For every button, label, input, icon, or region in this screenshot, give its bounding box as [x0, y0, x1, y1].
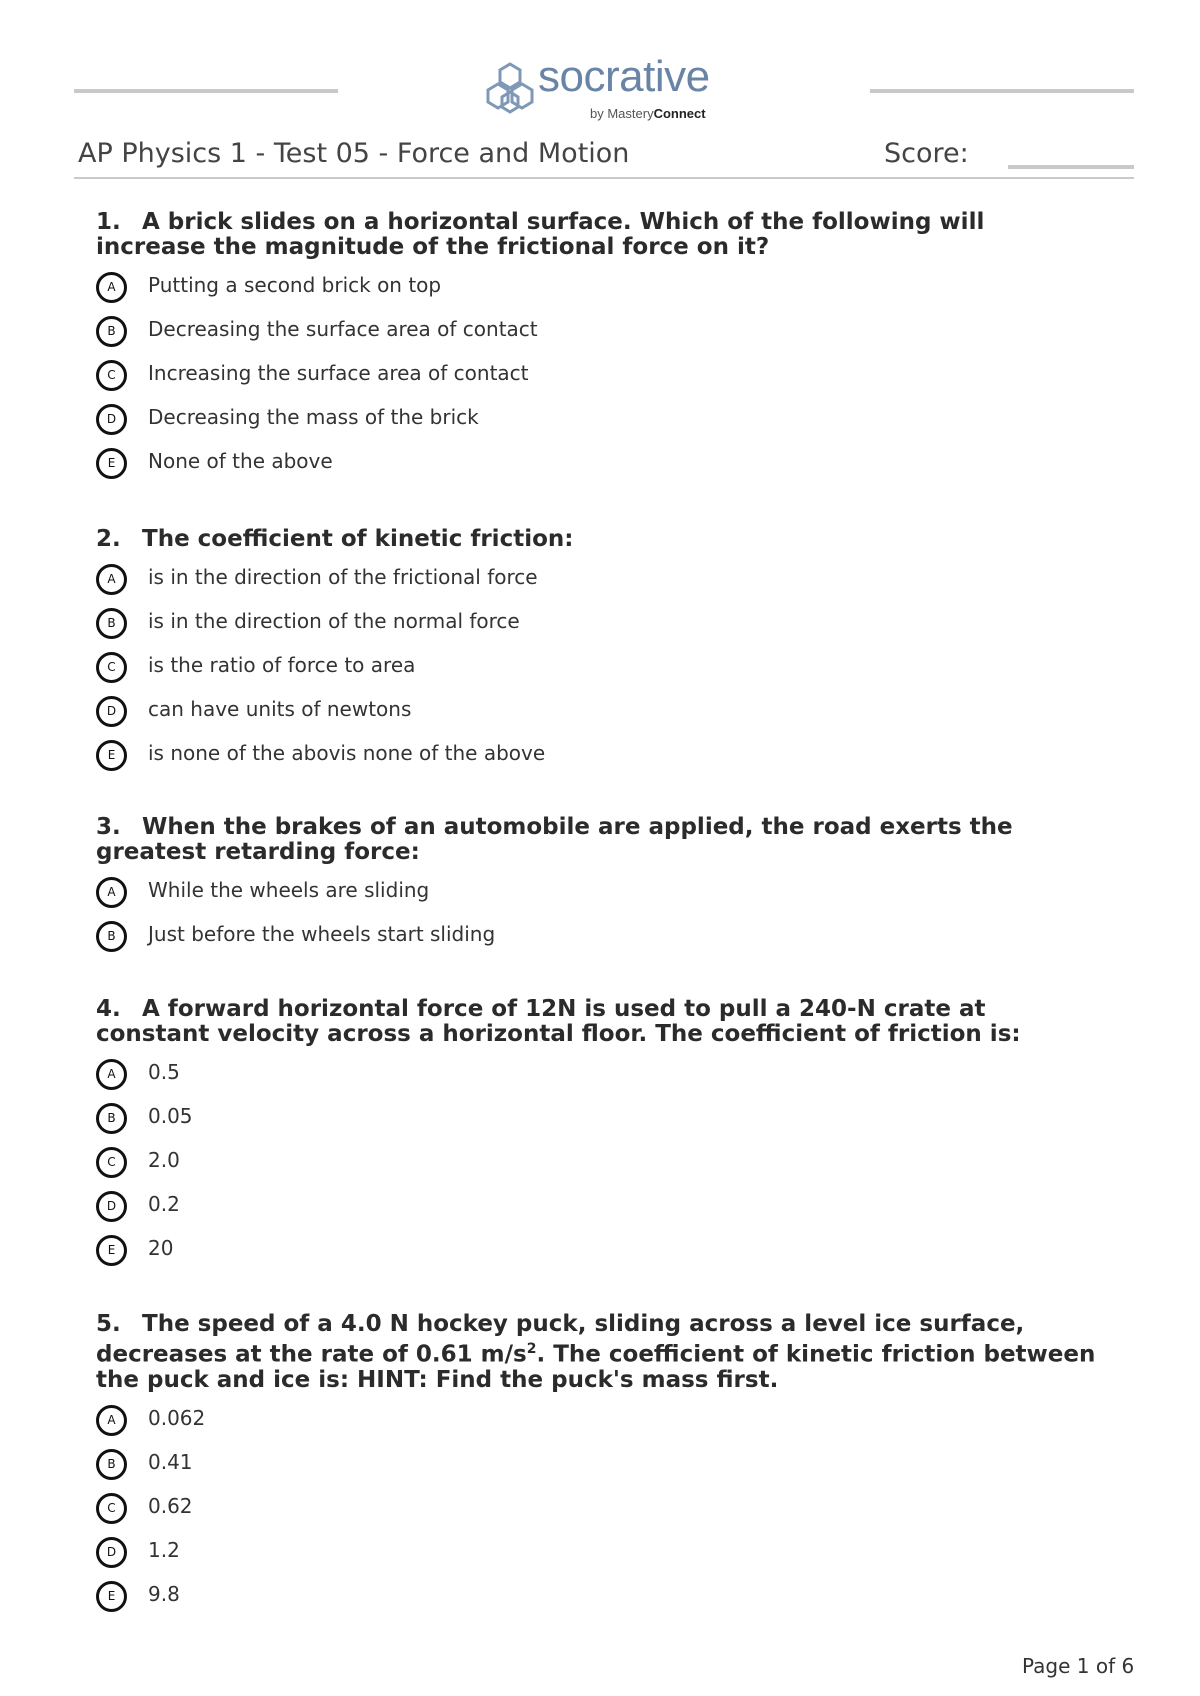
test-title: AP Physics 1 - Test 05 - Force and Motion: [78, 138, 630, 169]
option-e[interactable]: [96, 1578, 1096, 1622]
answer-bubble[interactable]: B: [96, 316, 127, 347]
header-divider: [74, 177, 1134, 179]
option-text: is in the direction of the normal force: [148, 609, 520, 633]
option-e[interactable]: [96, 1232, 1096, 1276]
option-text: 0.5: [148, 1060, 180, 1084]
score-label: Score:: [884, 138, 969, 169]
option-text: can have units of newtons: [148, 697, 412, 721]
socrative-logo: [482, 52, 732, 128]
option-d[interactable]: [96, 1534, 1096, 1578]
question-5: [96, 1312, 1096, 1622]
option-text: None of the above: [148, 449, 333, 473]
answer-bubble[interactable]: A: [96, 1405, 127, 1436]
answer-bubble[interactable]: D: [96, 1537, 127, 1568]
option-text: is none of the abovis none of the above: [148, 741, 546, 765]
answer-bubble[interactable]: A: [96, 564, 127, 595]
question-text: 1. A brick slides on a horizontal surface. Which of the following will increase the magnitude of the frictional force on it?: [96, 209, 985, 260]
option-a[interactable]: [96, 874, 1096, 918]
question-3: [96, 815, 1096, 962]
option-a[interactable]: [96, 561, 1096, 605]
answer-bubble[interactable]: B: [96, 1449, 127, 1480]
question-text: 5. The speed of a 4.0 N hockey puck, sliding across a level ice surface, decreases at the rate of 0.61 $m/s^2$. The coefficient of kinetic friction between the puck and ice is: HINT: Find the puck's mass first.: [96, 1311, 1096, 1393]
option-b[interactable]: [96, 313, 1096, 357]
option-c[interactable]: [96, 1490, 1096, 1534]
option-text: 20: [148, 1236, 174, 1260]
question-text: 4. A forward horizontal force of 12N is used to pull a 240-N crate at constant velocity across a horizontal floor. The coefficient of friction is:: [96, 996, 1021, 1047]
option-b[interactable]: [96, 1100, 1096, 1144]
answer-bubble[interactable]: A: [96, 272, 127, 303]
option-text: 9.8: [148, 1581, 180, 1606]
option-text: Increasing the surface area of contact: [148, 361, 529, 385]
option-a[interactable]: [96, 1402, 1096, 1446]
option-text: 1.2: [148, 1537, 180, 1562]
option-text: Putting a second brick on top: [148, 273, 442, 297]
option-b[interactable]: [96, 1446, 1096, 1490]
option-text: 0.05: [148, 1104, 193, 1128]
hexagon-logo-icon: [482, 60, 538, 118]
option-text: Decreasing the surface area of contact: [148, 317, 538, 341]
option-text: 0.41: [148, 1449, 193, 1474]
option-text: 0.2: [148, 1192, 180, 1216]
option-a[interactable]: [96, 1056, 1096, 1100]
option-d[interactable]: [96, 401, 1096, 445]
answer-bubble[interactable]: C: [96, 1493, 127, 1524]
option-text: is the ratio of force to area: [148, 653, 416, 677]
answer-bubble[interactable]: D: [96, 1191, 127, 1222]
answer-bubble[interactable]: C: [96, 360, 127, 391]
option-c[interactable]: [96, 1144, 1096, 1188]
option-text: is in the direction of the frictional force: [148, 565, 538, 589]
answer-bubble[interactable]: D: [96, 404, 127, 435]
score-blank-line: [1008, 165, 1134, 169]
answer-bubble[interactable]: E: [96, 1235, 127, 1266]
option-text: Just before the wheels start sliding: [148, 922, 496, 946]
option-text: 0.062: [148, 1405, 206, 1430]
logo-byline: by MasteryConnect: [590, 106, 706, 121]
question-2: [96, 527, 1096, 781]
option-e[interactable]: [96, 445, 1096, 489]
question-text: 2. The coefficient of kinetic friction:: [96, 526, 574, 552]
question-4: [96, 997, 1096, 1276]
option-d[interactable]: [96, 1188, 1096, 1232]
option-c[interactable]: [96, 357, 1096, 401]
answer-bubble[interactable]: C: [96, 1147, 127, 1178]
option-a[interactable]: [96, 269, 1096, 313]
option-text: 0.62: [148, 1493, 193, 1518]
option-d[interactable]: [96, 693, 1096, 737]
answer-bubble[interactable]: E: [96, 448, 127, 479]
answer-bubble[interactable]: B: [96, 1103, 127, 1134]
option-text: While the wheels are sliding: [148, 878, 430, 902]
question-text: 3. When the brakes of an automobile are applied, the road exerts the greatest retarding force:: [96, 814, 1013, 865]
answer-bubble[interactable]: A: [96, 877, 127, 908]
option-text: 2.0: [148, 1148, 180, 1172]
option-b[interactable]: [96, 918, 1096, 962]
answer-bubble[interactable]: E: [96, 1581, 127, 1612]
logo-wordmark: socrative: [538, 52, 710, 101]
answer-bubble[interactable]: B: [96, 921, 127, 952]
answer-bubble[interactable]: E: [96, 740, 127, 771]
answer-bubble[interactable]: A: [96, 1059, 127, 1090]
answer-bubble[interactable]: B: [96, 608, 127, 639]
header-rule-left: [74, 89, 338, 93]
answer-bubble[interactable]: C: [96, 652, 127, 683]
answer-bubble[interactable]: D: [96, 696, 127, 727]
page-number: Page 1 of 6: [1022, 1654, 1135, 1678]
option-c[interactable]: [96, 649, 1096, 693]
header-rule-right: [870, 89, 1134, 93]
question-1: [96, 210, 1096, 489]
option-text: Decreasing the mass of the brick: [148, 405, 479, 429]
option-e[interactable]: [96, 737, 1096, 781]
option-b[interactable]: [96, 605, 1096, 649]
